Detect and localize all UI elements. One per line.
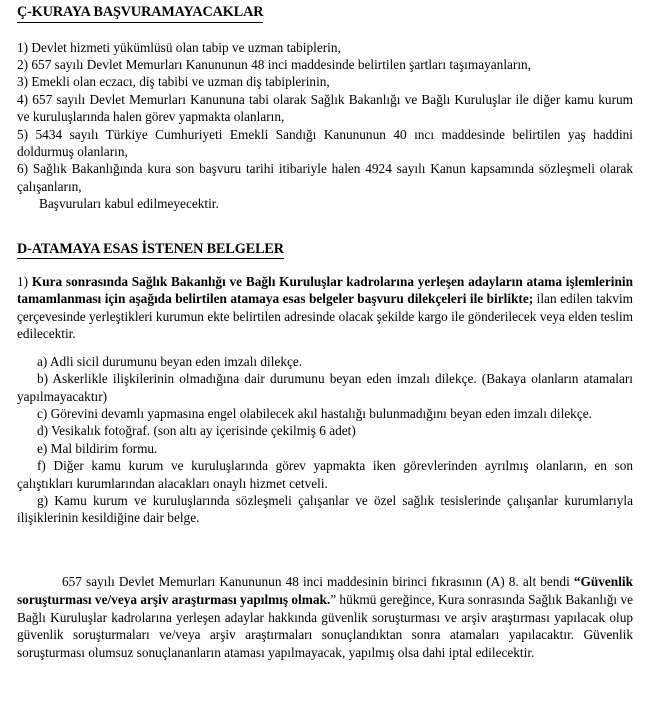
list-item: b) Askerlikle ilişkilerinin olmadığına dair durumunu beyan eden imzalı dilekçe. (Bakaya olanların atamaları yapılmayacaktır) <box>17 371 633 404</box>
security-paragraph-part1: 657 sayılı Devlet Memurları Kanununun 48 inci maddesinin birinci fıkrasının (A) 8. alt bendi <box>62 573 574 589</box>
list-item: f) Diğer kamu kurum ve kuruluşlarında görev yapmakta iken görevlerinden ayrılmış olanların, en son çalıştıkları kurumlarından alacakları onaylı hizmet cetveli. <box>17 458 633 491</box>
list-item: e) Mal bildirim formu. <box>37 440 158 456</box>
spacer <box>17 527 633 573</box>
list-item: 3) Emekli olan eczacı, diş tabibi ve uzman diş tabiplerinin, <box>17 74 330 90</box>
section-c-heading-row <box>17 0 633 23</box>
security-investigation-paragraph <box>17 573 633 663</box>
list-item: g) Kamu kurum ve kuruluşlarında sözleşmeli çalışanlar ve özel sağlık tesislerinde çalışanlar kurumlarıyla ilişiklerinin kesildiğine dair belge. <box>17 492 633 526</box>
list-item: 6) Sağlık Bakanlığında kura son başvuru tarihi itibariyle halen 4924 sayılı Kanun kapsamında sözleşmeli olarak çalışanların, <box>17 161 633 194</box>
security-paragraph-part2: ” hükmü gereğince, Kura sonrasında Sağlık Bakanlığı ve Bağlı Kuruluşlar kadrolarına yerleşen adaylar hakkında güvenlik soruşturması ve arşiv araştırması yapılacak olup güvenlik soruşturmaları ve/veya arşiv araştırmaları sonuçlandıktan sonra atamaları yapılacaktır. Güvenlik soruşturması olumsuz sonuçlananların ataması yapılmayacak, yapılmış olsa dahi iptal edilecektir. <box>17 591 633 661</box>
section-d-heading-row <box>17 235 633 260</box>
section-d-heading: D-ATAMAYA ESAS İSTENEN BELGELER <box>17 241 284 260</box>
spacer <box>17 213 633 235</box>
list-item: 2) 657 sayılı Devlet Memurları Kanununun 48 inci maddesinde belirtilen şartları taşımayanların, <box>17 56 532 72</box>
spacer <box>17 343 633 353</box>
section-d-intro-normal: ilan edilen takvim çerçevesinde yerleştikleri kurumun ekte belirtilen adresinde olacak şekilde kargo ile gönderilecek veya elden teslim edilecektir. <box>17 291 633 342</box>
list-item: 1) Devlet hizmeti yükümlüsü olan tabip ve uzman tabiplerin, <box>17 39 341 55</box>
spacer <box>17 23 633 39</box>
section-c-heading: Ç-KURAYA BAŞVURAMAYACAKLAR <box>17 4 263 23</box>
list-item: 4) 657 sayılı Devlet Memurları Kanununa tabi olarak Sağlık Bakanlığı ve Bağlı Kuruluşlar ile diğer kamu kurum ve kuruluşlarında halen görev yapmakta olanların, <box>17 91 633 125</box>
section-d-intro-bold: Kura sonrasında Sağlık Bakanlığı ve Bağlı Kuruluşlar kadrolarına yerleşen adayların atama işlemlerinin tamamlanması için aşağıda belirtilen atamaya esas belgeler başvuru dilekçeleri ile birlikte; <box>17 274 633 307</box>
section-c-closing-line: Başvuruları kabul edilmeyecektir. <box>39 196 219 212</box>
section-d-intro-marker: 1) <box>17 274 32 290</box>
list-item: a) Adli sicil durumunu beyan eden imzalı dilekçe. <box>37 353 303 369</box>
section-d-intro-paragraph <box>17 273 633 343</box>
security-paragraph-quoted-bold: “Güvenlik soruşturması ve/veya arşiv araştırması yapılmış olmak. <box>17 573 633 607</box>
spacer <box>17 259 633 273</box>
list-item: 5) 5434 sayılı Türkiye Cumhuriyeti Emekli Sandığı Kanununun 40 ıncı maddesinde belirtilen yaş haddini doldurmuş olanların, <box>17 126 633 159</box>
list-item: c) Görevini devamlı yapmasına engel olabilecek akıl hastalığı bulunmadığını beyan eden imzalı dilekçe. <box>37 405 592 421</box>
list-item: d) Vesikalık fotoğraf. (son altı ay içerisinde çekilmiş 6 adet) <box>37 423 356 439</box>
